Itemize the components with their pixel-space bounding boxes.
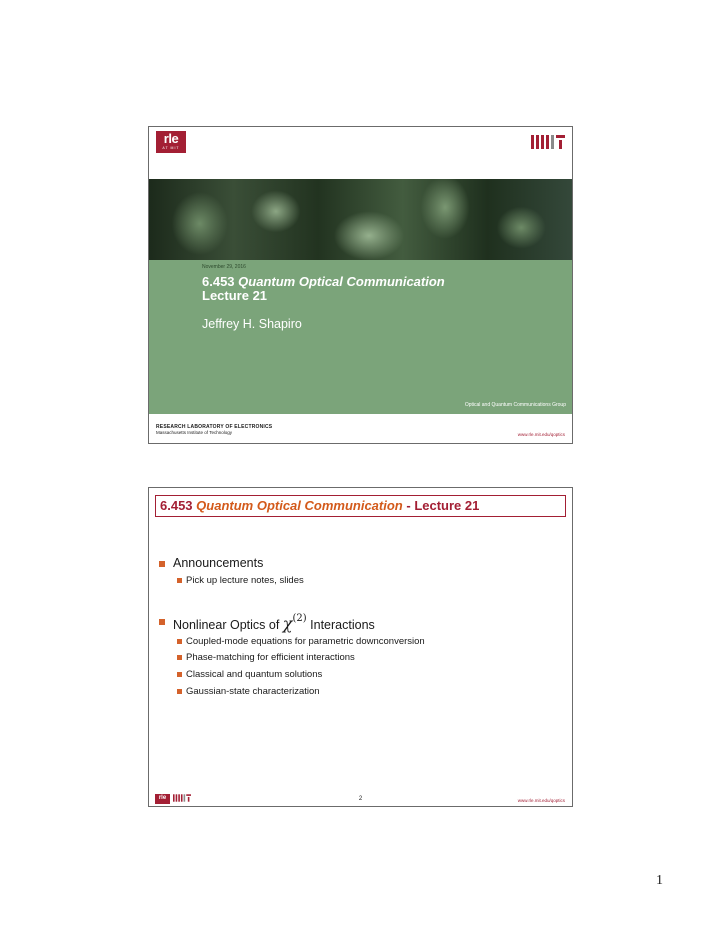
- rle-logo-subtext: AT MIT: [162, 146, 180, 150]
- sub-bullet: Coupled-mode equations for parametric downconversion: [186, 636, 425, 647]
- bullet-text: Nonlinear Optics of: [173, 618, 280, 632]
- author-name: Jeffrey H. Shapiro: [202, 317, 302, 331]
- sub-bullet: Classical and quantum solutions: [186, 669, 323, 680]
- slide-title: [155, 495, 566, 517]
- banner-photo: [149, 179, 572, 260]
- bullet-announcements: Announcements: [173, 556, 264, 570]
- sub-bullet: Pick up lecture notes, slides: [186, 575, 304, 586]
- sub-bullet: Phase-matching for efficient interactions: [186, 652, 355, 663]
- course-name: Quantum Optical Communication: [238, 274, 445, 289]
- page-number: 1: [656, 873, 663, 888]
- rle-logo: [156, 131, 186, 153]
- slide-number: 2: [358, 796, 363, 802]
- lecture-number: Lecture 21: [202, 288, 268, 303]
- course-title: [202, 274, 445, 289]
- group-name: Optical and Quantum Communications Group: [464, 402, 566, 408]
- rle-logo-text: rle: [163, 131, 179, 146]
- chi-letter: χ: [282, 614, 293, 633]
- outline-slide: [148, 487, 573, 807]
- bullet-nonlinear-optics: [173, 614, 375, 633]
- title-slide: [148, 126, 573, 444]
- slide-title-course: 6.453: [160, 498, 193, 513]
- rle-logo-small: rle: [155, 794, 170, 804]
- chi-order: (2): [292, 612, 307, 624]
- slide-title-suffix: - Lecture 21: [406, 498, 480, 513]
- footer-url: www.rle.mit.edu/qoptics: [517, 798, 565, 803]
- footer-url: www.rle.mit.edu/qoptics: [517, 432, 565, 437]
- sub-bullet: Gaussian-state characterization: [186, 686, 320, 697]
- bullet-text: Interactions: [310, 618, 375, 632]
- slide-title-name: Quantum Optical Communication: [196, 498, 403, 513]
- course-number: 6.453: [202, 274, 235, 289]
- mit-logo: [531, 135, 565, 149]
- lecture-date: November 29, 2016: [202, 264, 246, 270]
- chi2-symbol: [283, 614, 307, 633]
- lab-name: RESEARCH LABORATORY OF ELECTRONICS: [156, 424, 273, 430]
- institute-name: Massachusetts Institute of Technology: [156, 430, 232, 435]
- title-panel: [149, 260, 572, 414]
